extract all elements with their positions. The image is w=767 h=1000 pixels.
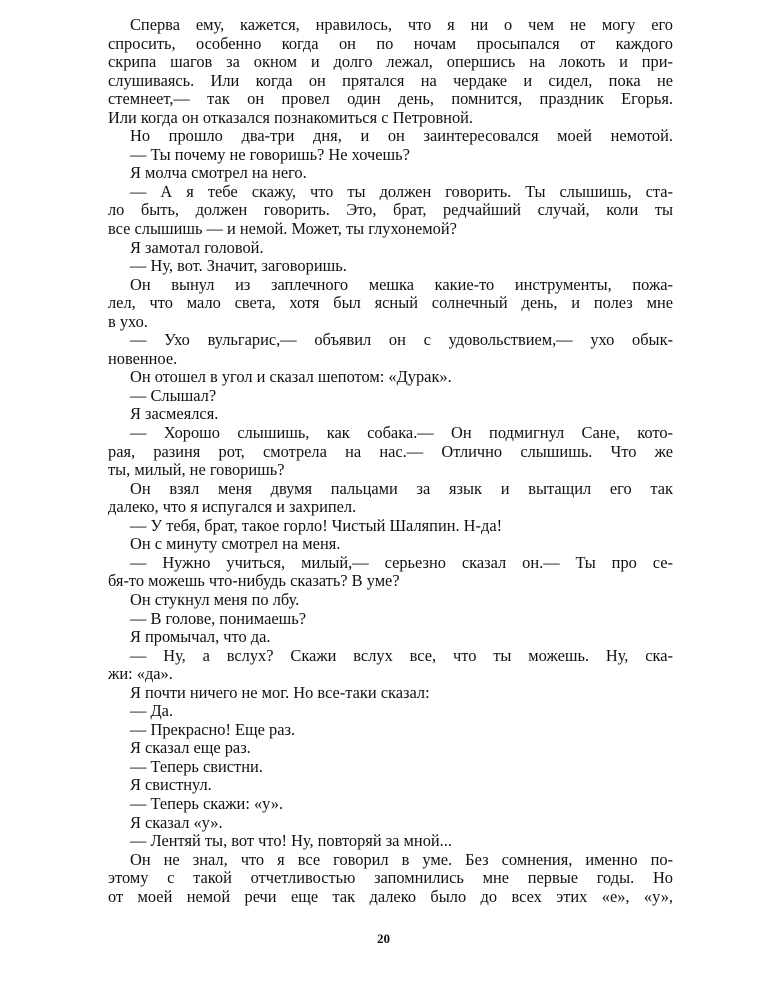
- text-line: — Да.: [130, 701, 174, 721]
- text-line: Или когда он отказался познакомиться с Петровной.: [108, 107, 474, 127]
- text-line: — Ну, вот. Значит, заговоришь.: [130, 256, 347, 276]
- text-line: в ухо.: [108, 311, 148, 331]
- text-line: — У тебя, брат, такое горло! Чистый Шаляпин. Н-да!: [130, 515, 503, 535]
- text-line: — Слышал?: [130, 385, 217, 405]
- book-page-text: [108, 16, 673, 906]
- text-line: все слышишь — и немой. Может, ты глухонемой?: [108, 219, 457, 239]
- text-line: — Лентяй ты, вот что! Ну, повторяй за мной...: [130, 831, 452, 851]
- text-line: рая, разиня рот, смотрела на нас.— Отлично слышишь. Что же: [108, 441, 673, 461]
- text-line: стемнеет,— так он провел один день, помнится, праздник Егорья.: [108, 89, 673, 109]
- text-line: Я почти ничего не мог. Но все-таки сказал:: [130, 682, 430, 702]
- text-line: новенное.: [108, 348, 178, 368]
- text-line: Он стукнул меня по лбу.: [130, 589, 300, 609]
- text-line: бя-то можешь что-нибудь сказать? В уме?: [108, 571, 400, 591]
- text-line: Я сказал «у».: [130, 812, 223, 832]
- text-line: скрипа шагов за окном и долго лежал, опершись на локоть и при-: [108, 52, 673, 72]
- text-line: Он взял меня двумя пальцами за язык и вытащил его так: [130, 478, 673, 498]
- text-line: спросить, особенно когда он по ночам просыпался от каждого: [108, 33, 673, 53]
- text-line: — Прекрасно! Еще раз.: [130, 719, 296, 739]
- text-line: Я молча смотрел на него.: [130, 163, 307, 183]
- text-line: слушиваясь. Или когда он прятался на чердаке и сидел, пока не: [108, 70, 673, 90]
- text-line: Я свистнул.: [130, 775, 212, 795]
- text-line: лел, что мало света, хотя был ясный солнечный день, и полез мне: [108, 293, 673, 313]
- text-line: этому с такой отчетливостью запомнились мне первые годы. Но: [108, 868, 673, 888]
- text-line: Сперва ему, кажется, нравилось, что я ни о чем не могу его: [130, 15, 673, 34]
- text-line: — Ухо вульгарис,— объявил он с удовольствием,— ухо обык-: [130, 330, 673, 350]
- text-line: — Теперь свистни.: [130, 756, 263, 776]
- text-line: — В голове, понимаешь?: [130, 608, 306, 628]
- text-line: Но прошло два-три дня, и он заинтересовался моей немотой.: [130, 126, 673, 146]
- text-line: — Нужно учиться, милый,— серьезно сказал он.— Ты про се-: [130, 552, 673, 572]
- text-line: — Ну, а вслух? Скажи вслух все, что ты можешь. Ну, ска-: [130, 645, 673, 665]
- text-line: от моей немой речи еще так далеко было до всех этих «е», «у»,: [108, 886, 673, 906]
- text-line: ло быть, должен говорить. Это, брат, редчайший случай, коли ты: [108, 200, 673, 220]
- text-line: Он не знал, что я все говорил в уме. Без сомнения, именно по-: [130, 849, 673, 869]
- text-line: Я замотал головой.: [130, 237, 264, 257]
- text-line: жи: «да».: [108, 664, 173, 684]
- text-line: — Теперь скажи: «у».: [130, 793, 284, 813]
- text-line: Он вынул из заплечного мешка какие-то инструменты, пожа-: [130, 274, 673, 294]
- text-line: Я промычал, что да.: [130, 627, 271, 647]
- page-number: 20: [377, 931, 390, 946]
- text-line: далеко, что я испугался и захрипел.: [108, 497, 357, 517]
- text-line: — Ты почему не говоришь? Не хочешь?: [130, 144, 410, 164]
- text-line: Я сказал еще раз.: [130, 738, 251, 758]
- text-line: Я засмеялся.: [130, 404, 219, 424]
- text-line: Он отошел в угол и сказал шепотом: «Дурак».: [130, 367, 452, 387]
- text-line: — Хорошо слышишь, как собака.— Он подмигнул Сане, кото-: [130, 423, 673, 443]
- text-line: — А я тебе скажу, что ты должен говорить. Ты слышишь, ста-: [130, 181, 673, 201]
- text-line: ты, милый, не говоришь?: [108, 460, 285, 480]
- text-line: Он с минуту смотрел на меня.: [130, 534, 341, 554]
